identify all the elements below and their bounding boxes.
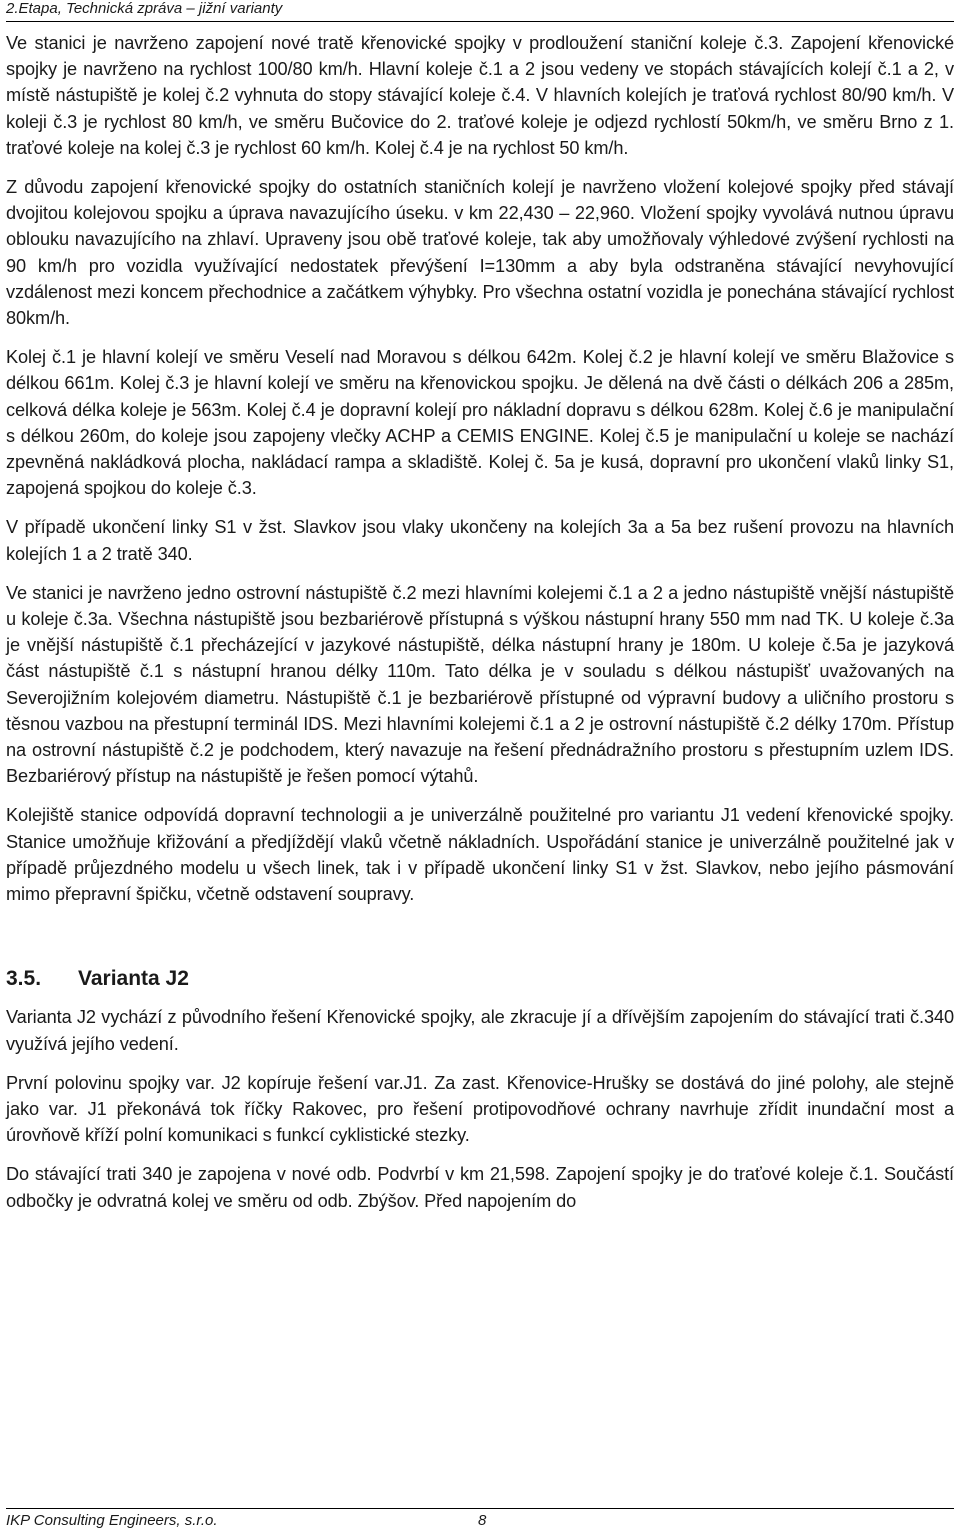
running-header — [6, 0, 954, 22]
paragraph-track-lengths: Kolej č.1 je hlavní kolejí ve směru Veselí nad Moravou s délkou 642m. Kolej č.2 je hlavní kolejí ve směru Blažovice s délkou 661m. Kolej č.3 je hlavní kolejí ve směru na křenovickou spojku. Je dělená na dvě části o délkách 206 a 285m, celková délka koleje je 563m. Kolej č.4 je dopravní kolejí pro nákladní dopravu s délkou 628m. Kolej č.6 je manipulační s délkou 260m, do koleje jsou zapojeny vlečky ACHP a CEMIS ENGINE. Kolej č.5 je manipulační u koleje se nachází zpevněná nakládková plocha, nakládací rampa a skladiště. Kolej č. 5a je kusá, dopravní pro ukončení vlaků linky S1, zapojená spojkou do koleje č.3. — [6, 347, 954, 499]
section-number: 3.5. — [6, 967, 42, 991]
section-heading — [6, 964, 954, 994]
footer-company: IKP Consulting Engineers, s.r.o. — [6, 1512, 218, 1529]
document-body — [6, 30, 954, 1214]
section-title: Varianta J2 — [78, 967, 189, 991]
paragraph-variant-j2-intro: Varianta J2 vychází z původního řešení Křenovické spojky, ale zkracuje jí a dřívějším zapojením do stávající trati č.340 využívá jejího vedení. — [6, 1007, 954, 1054]
paragraph-crossover-insertion: Z důvodu zapojení křenovické spojky do ostatních staničních kolejí je navrženo vložení kolejové spojky před stávají dvojitou kolejovou spojku a úprava navazujícího úseku. v km 22,430 – 22,960. Vložení spojky vyvolává nutnou úpravu oblouku navazujícího na zhlaví. Upraveny jsou obě traťové koleje, tak aby umožňovaly výhledové zvýšení rychlosti na 90 km/h pro vozidla využívající nedostatek převýšení I=130mm a aby byla odstraněna stávající nevyhovující vzdálenost mezi koncem přechodnice a začátkem výhybky. Pro všechna ostatní vozidla je ponechána stávající rychlost 80km/h. — [6, 177, 954, 329]
paragraph-platforms: Ve stanici je navrženo jedno ostrovní nástupiště č.2 mezi hlavními kolejemi č.1 a 2 a jedno nástupiště vnější nástupiště u koleje č.3a. Všechna nástupiště jsou bezbariérově přístupná s výškou nástupní hrany 550 mm nad TK. U koleje č.3a je vnější nástupiště č.1 přecházející v jazykové nástupiště, délka nástupní hrany je 180m. U koleje č.5a je jazyková část nástupiště č.1 s nástupní hranou délky 110m. Tato délka je v souladu s délkou nástupišť uvažovaných na Severojižním kolejovém diametru. Nástupiště č.1 je bezbariérově přístupné od výpravní budovy a uličního prostoru s těsnou vazbou na přestupní terminál IDS. Mezi hlavními kolejemi č.1 a 2 je ostrovní nástupiště č.2 délky 170m. Přístup na ostrovní nástupiště č.2 je podchodem, který navazuje na řešení přednádražního prostoru s přestupním uzlem IDS. Bezbariérový přístup na nástupiště je řešen pomocí výtahů. — [6, 582, 954, 787]
page-number: 8 — [478, 1512, 487, 1529]
paragraph-s1-termination: V případě ukončení linky S1 v žst. Slavkov jsou vlaky ukončeny na kolejích 3a a 5a bez rušení provozu na hlavních kolejích 1 a 2 tratě 340. — [6, 517, 954, 564]
running-footer — [6, 1508, 954, 1530]
paragraph-track-connection: Ve stanici je navrženo zapojení nové tratě křenovické spojky v prodloužení staniční koleje č.3. Zapojení křenovické spojky je navrženo na rychlost 100/80 km/h. Hlavní koleje č.1 a 2 jsou vedeny ve stopách stávajících kolejí č.1 a 2, v místě nástupiště je kolej č.2 vyhnuta do stopy stávající koleje č.4. V hlavních kolejích je traťová rychlost 80/90 km/h. V koleji č.3 je rychlost 80 km/h, ve směru Bučovice do 2. traťové koleje je odjezd rychlostí 50km/h, ve směru Brno z 1. traťové koleje na kolej č.3 je rychlost 60 km/h. Kolej č.4 je na rychlost 50 km/h. — [6, 33, 954, 158]
paragraph-station-layout: Kolejiště stanice odpovídá dopravní technologii a je univerzálně použitelné pro variantu J1 vedení křenovické spojky. Stanice umožňuje křižování a předjíždějí vlaků včetně nákladních. Uspořádání stanice je univerzálně použitelné jak v případě průjezdného modelu u všech linek, tak i v případě ukončení linky S1 v žst. Slavkov, nebo jejího pásmování mimo přepravní špičku, včetně odstavení soupravy. — [6, 805, 954, 905]
paragraph-variant-j2-connection: Do stávající trati 340 je zapojena v nové odb. Podvrbí v km 21,598. Zapojení spojky je do traťové koleje č.1. Součástí odbočky je odvratná kolej ve směru od odb. Zbýšov. Před napojením do — [6, 1164, 954, 1211]
header-text: 2.Etapa, Technická zpráva – jižní varianty — [6, 0, 283, 17]
paragraph-variant-j2-first-half: První polovinu spojky var. J2 kopíruje řešení var.J1. Za zast. Křenovice-Hrušky se dostává do jiné polohy, ale stejně jako var. J1 překonává tok říčky Rakovec, pro řešení protipovodňové ochrany navrhuje zřídit inundační most a úrovňově kříží polní komunikaci s funkcí cyklistické stezky. — [6, 1072, 954, 1146]
